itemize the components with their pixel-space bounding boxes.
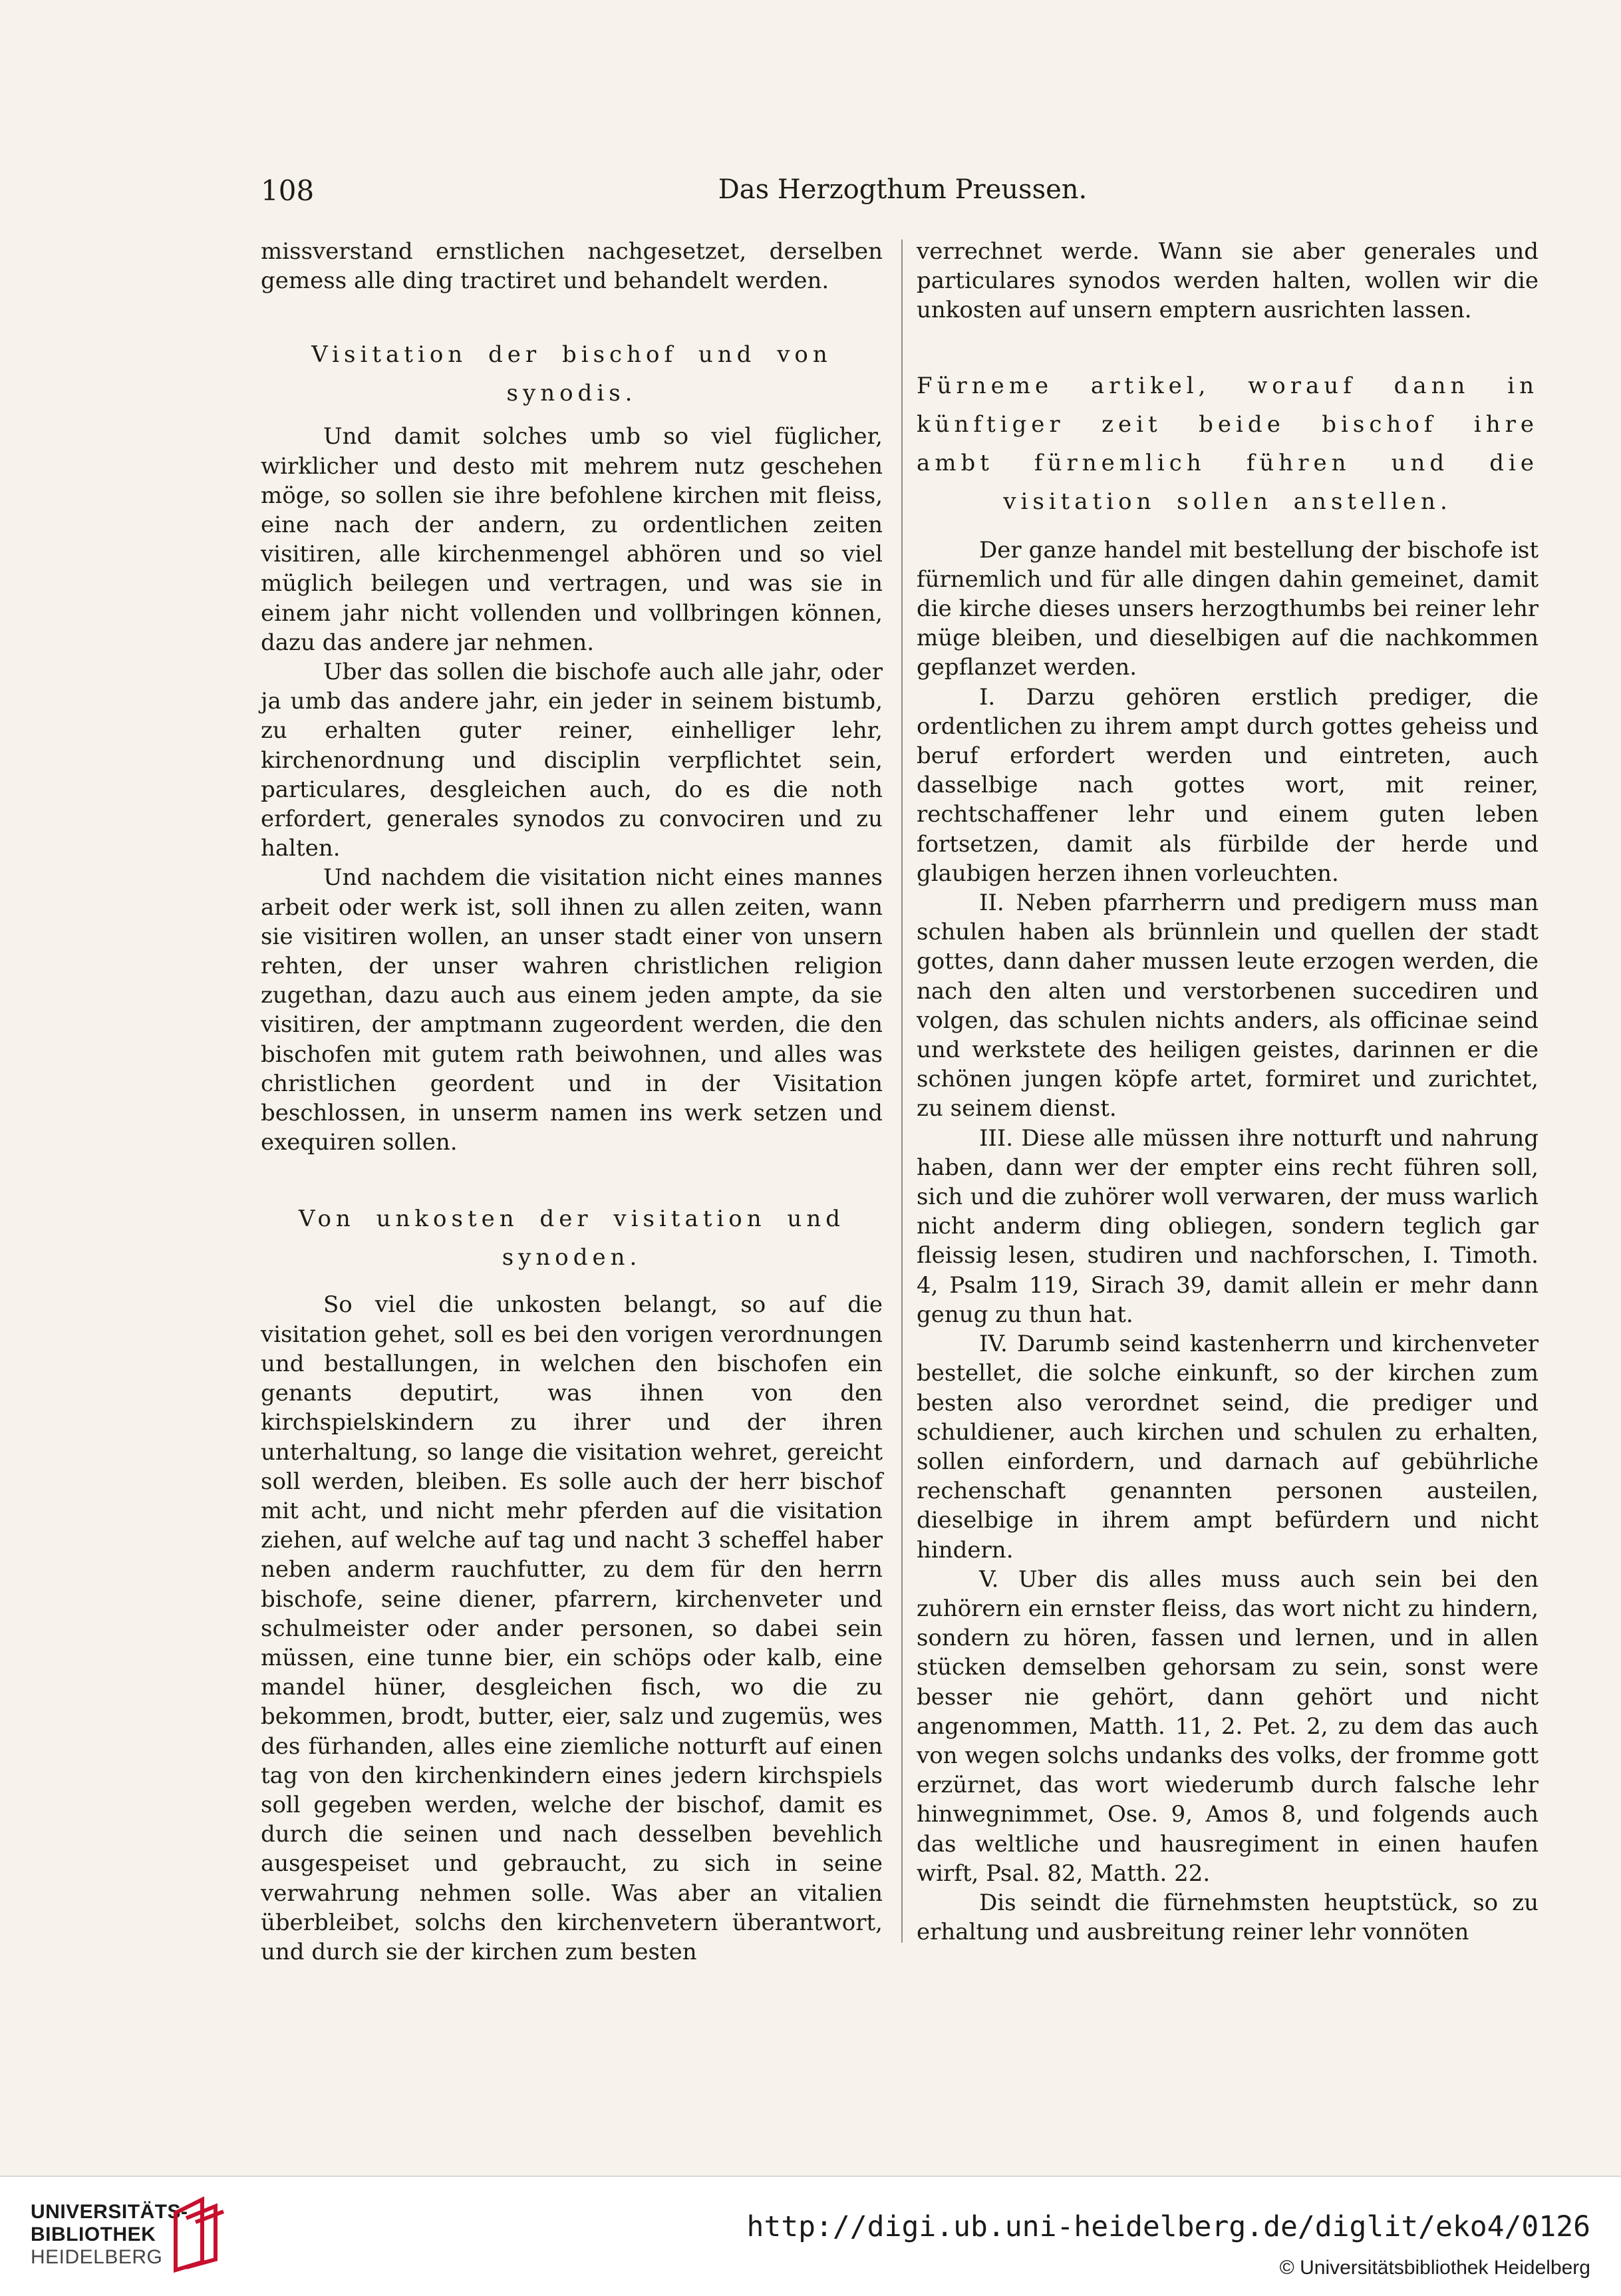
copyright-notice: © Universitätsbibliothek Heidelberg <box>1279 2257 1590 2279</box>
paragraph: Uber das sollen die bischofe auch alle jahr, oder ja umb das andere jahr, ein jeder in seinem bistumb, zu erhalten guter reiner, einhelliger lehr, kirchenordnung und disciplin verpflichtet sein, particulares, desgleichen auch, do es die noth erfordert, generales synodos zu convociren und zu halten. <box>261 659 883 862</box>
paragraph: missverstand ernstlichen nachgesetzet, derselben gemess alle ding tractiret und behandelt werden. <box>261 238 883 295</box>
logo-text-line: BIBLIOTHEK <box>31 2223 156 2245</box>
paragraph: So viel die unkosten belangt, so auf die visitation gehet, soll es bei den vorigen verordnungen und bestallungen, in welchen den bischofen ein genants deputirt, was ihnen von den kirchspielskindern zu ihrer und der ihren unterhaltung, so lange die visitation wehret, gereicht soll werden, bleiben. Es solle auch der herr bischof mit acht, und nicht mehr pferden auf die visitation ziehen, auf welche auf tag und nacht 3 scheffel haber neben anderm rauchfutter, zu dem für den herrn bischofe, seine diener, pfarrern, kirchenveter und schulmeister oder ander personen, so dabei sein müssen, eine tunne bier, ein schöps oder kalb, eine mandel hüner, desgleichen fisch, wo die zu bekommen, brodt, butter, eier, salz und zugemüs, wes des fürhanden, alles eine ziemliche notturft auf einen tag von den kirchenkindern eines jedern kirchspiels soll gegeben werden, welche der bischof, damit es durch die seinen und nach desselben bevehlich ausgespeiset und gebraucht, zu sich in seine verwahrung nehmen solle. Was aber an vitalien überbleibet, solchs den kirchenvetern überantwort, und durch sie der kirchen zum besten <box>261 1291 883 1965</box>
page-number: 108 <box>261 174 315 207</box>
paragraph: V. Uber dis alles muss auch sein bei den zuhörern ein ernster fleiss, das wort nicht zu hindern, sondern zu hören, fassen und lernen, und in allen stücken demselben gehorsam zu sein, sonst were besser nie gehört, dann gehört und nicht angenommen, Matth. 11, 2. Pet. 2, zu dem das auch von wegen solchs undanks des volks, der fromme gott erzürnet, das wort wiederumb durch falsche lehr hinwegnimmet, Ose. 9, Amos 8, und folgends auch das weltliche und hausregiment in einen haufen wirft, Psal. 82, Matth. 22. <box>917 1565 1539 1887</box>
paragraph: III. Diese alle müssen ihre notturft und nahrung haben, dann wer der empter eins recht führen soll, sich und die zuhörer woll verwaren, der muss warlich nicht anderm ding obliegen, sondern teglich gar fleissig lesen, studiren und nachforschen, I. Timoth. 4, Psalm 119, Sirach 39, damit allein er mehr dann genug zu thun hat. <box>917 1124 1539 1328</box>
library-footer <box>0 2176 1621 2296</box>
logo-text-line: HEIDELBERG <box>31 2246 163 2268</box>
paragraph: Und nachdem die visitation nicht eines mannes arbeit oder werk ist, soll ihnen zu allen zeiten, wann sie visitiren wollen, an unser stadt einer von unsern rehten, der unser wahren christlichen religion zugethan, dazu auch aus einem jeden ampte, da sie visitiren, der amptmann zugeordent werden, die den bischofen mit gutem rath beiwohnen, und alles was christlichen geordent und in der Visitation beschlossen, in unserm namen ins werk setzen und exequiren sollen. <box>261 864 883 1156</box>
paragraph: I. Darzu gehören erstlich prediger, die ordentlichen zu ihrem ampt durch gottes geheiss und beruf erfordert werden und eintreten, auch dasselbige nach gottes wort, mit reiner, rechtschaffener lehr und einem guten leben fortsetzen, damit als fürbilde der herde und glaubigen herzen ihnen vorleuchten. <box>917 683 1539 887</box>
paragraph: Der ganze handel mit bestellung der bischofe ist fürnemlich und für alle dingen dahin gemeinet, damit die kirche dieses unsers herzogthumbs bei reiner lehr müge bleiben, und dieselbigen auf die nachkommen gepflanzet werden. <box>917 536 1539 681</box>
section-heading: Fürneme artikel, worauf dann in künftiger zeit beide bischof ihre ambt fürnemlich führen und die visitation sollen anstellen. <box>917 372 1539 515</box>
paragraph: verrechnet werde. Wann sie aber generales und particulares synodos werden halten, wollen wir die unkosten auf unsern emptern ausrichten lassen. <box>917 238 1539 324</box>
paragraph: II. Neben pfarrherrn und predigern muss man schulen haben als brünnlein und quellen der stadt gottes, dann daher mussen leute erzogen werden, die nach den alten und verstorbenen succediren und volgen, das schulen nichts anders, als officinae seind und werkstete des heiligen geistes, darinnen er die schönen jungen köpfe artet, formiret und zurichtet, zu seinem dienst. <box>917 890 1539 1122</box>
library-logo-icon <box>164 2196 227 2273</box>
logo-text-line: UNIVERSITÄTS- <box>31 2201 188 2223</box>
right-column <box>917 237 1539 1947</box>
running-title: Das Herzogthum Preussen. <box>718 174 1088 205</box>
section-heading: Visitation der bischof und von synodis. <box>311 341 832 407</box>
page-header <box>261 174 1545 209</box>
paragraph: Und damit solches umb so viel füglicher, wirklicher und desto mit mehrem nutz geschehen möge, so sollen sie ihre befohlene kirchen mit fleiss, eine nach der andern, zu ordentlichen zeiten visitiren, alle kirchenmengel abhören und so viel müglich beilegen und vertragen, und was sie in einem jahr nicht vollenden und vollbringen können, dazu das andere jar nehmen. <box>261 423 883 656</box>
column-divider <box>901 240 903 1943</box>
permalink-url[interactable]: http://digi.ub.uni-heidelberg.de/diglit/eko4/0126 <box>746 2210 1590 2243</box>
left-column <box>261 237 883 1967</box>
section-heading: Von unkosten der visitation und synoden. <box>299 1206 845 1271</box>
paragraph: Dis seindt die fürnehmsten heuptstück, so zu erhaltung und ausbreitung reiner lehr vonnöten <box>917 1889 1539 1946</box>
paragraph: IV. Darumb seind kastenherrn und kirchenveter bestellet, die solche einkunft, so der kirchen zum besten also verordnet seind, die prediger und schuldiener, auch kirchen und schulen zu erhalten, sollen einfordern, und darnach auf gebührliche rechenschaft genannten personen austeilen, dieselbige in ihrem ampt befürdern und nicht hindern. <box>917 1331 1539 1563</box>
